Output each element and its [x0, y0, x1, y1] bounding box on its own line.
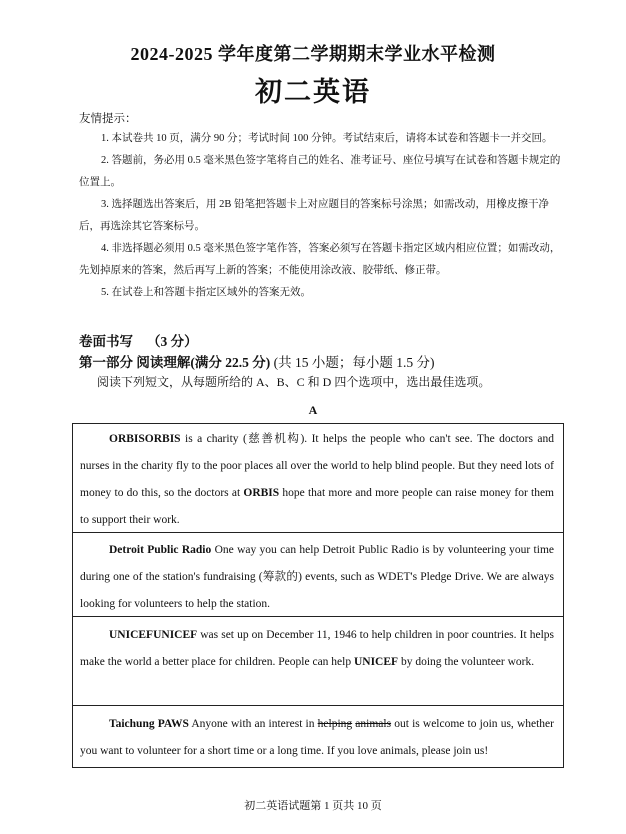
page-footer: 初二英语试题第 1 页共 10 页	[244, 800, 382, 812]
passage-orbis	[72, 426, 562, 534]
part-title: 第一部分 阅读理解(满分 22.5 分)	[79, 355, 271, 370]
passage-text: Anyone with an interest in	[188, 718, 318, 730]
passage-text: was set up on December 11, 1946 to help children in poor countries. It helps make the world a better place for children. People can help	[80, 629, 554, 668]
handwriting-score	[79, 330, 198, 350]
passage-text: by doing the volunteer work.	[398, 656, 535, 668]
tip-item: 5. 在试卷上和答题卡指定区域外的答案无效。	[101, 287, 311, 298]
org-name: UNICEF	[353, 656, 399, 668]
divider	[72, 616, 564, 617]
exam-title: 2024-2025 学年度第二学期期末学业水平检测	[130, 44, 496, 64]
passage-text: is a charity (慈善机构). It helps the people who can't see. The doctors and nurses in the charity fly to the poor places all over the world to help blind people. But they need lots of money to do this, so the doctors at	[80, 433, 554, 499]
reading-instruction: 阅读下列短文，从每题所给的 A、B、C 和 D 四个选项中，选出最佳选项。	[97, 375, 491, 389]
org-name: ORBIS	[243, 487, 280, 499]
divider	[72, 705, 564, 706]
org-name: UNICEFUNICEF	[109, 629, 198, 641]
part-heading	[79, 351, 435, 371]
part-note: (共 15 小题；每小题 1.5 分)	[273, 355, 435, 370]
tips-heading: 友情提示：	[79, 113, 137, 125]
passage-paws	[72, 711, 562, 765]
divider	[72, 532, 564, 533]
passage-unicef	[72, 622, 562, 676]
tip-item: 2. 答题前，务必用 0.5 毫米黑色签字笔将自己的姓名、准考证号、座位号填写在试卷和答题卡规定的位置上。	[79, 155, 561, 188]
org-name: Taichung PAWS	[109, 718, 189, 730]
passage-text: One way you can help Detroit Public Radio is by volunteering your time during one of the station's fundraising (筹款的) events, such as WDET's Pledge Drive. We are always looking for volunteers to help the station.	[80, 544, 554, 610]
struck-word: helping	[317, 718, 353, 730]
passage-text: hope that more and more people can raise money for them to support their work.	[80, 487, 554, 526]
passage-detroit	[72, 537, 562, 618]
tip-item: 1. 本试卷共 10 页，满分 90 分；考试时间 100 分钟。考试结束后，请将本试卷和答题卡一并交回。	[101, 133, 553, 144]
passage-letter: A	[308, 403, 318, 417]
handwriting-label: 卷面书写	[79, 334, 133, 349]
org-name: ORBISORBIS	[109, 433, 181, 445]
tip-item: 3. 选择题选出答案后，用 2B 铅笔把答题卡上对应题目的答案标号涂黑；如需改动，用橡皮擦干净后，再选涂其它答案标号。	[79, 199, 550, 232]
struck-word: animals	[355, 718, 392, 730]
passage-text: out is welcome to join us, whether you want to volunteer for a short time or a long time. If you love animals, please join us!	[80, 718, 554, 757]
tip-item: 4. 非选择题必须用 0.5 毫米黑色签字笔作答，答案必须写在答题卡指定区域内相应位置；如需改动，先划掉原来的答案，然后再写上新的答案；不能使用涂改液、胶带纸、修正带。	[79, 243, 561, 276]
handwriting-points: （3 分）	[147, 334, 198, 349]
org-name: Detroit Public Radio	[109, 544, 212, 556]
tips-list	[79, 128, 568, 304]
subject-title: 初二英语	[255, 77, 371, 107]
